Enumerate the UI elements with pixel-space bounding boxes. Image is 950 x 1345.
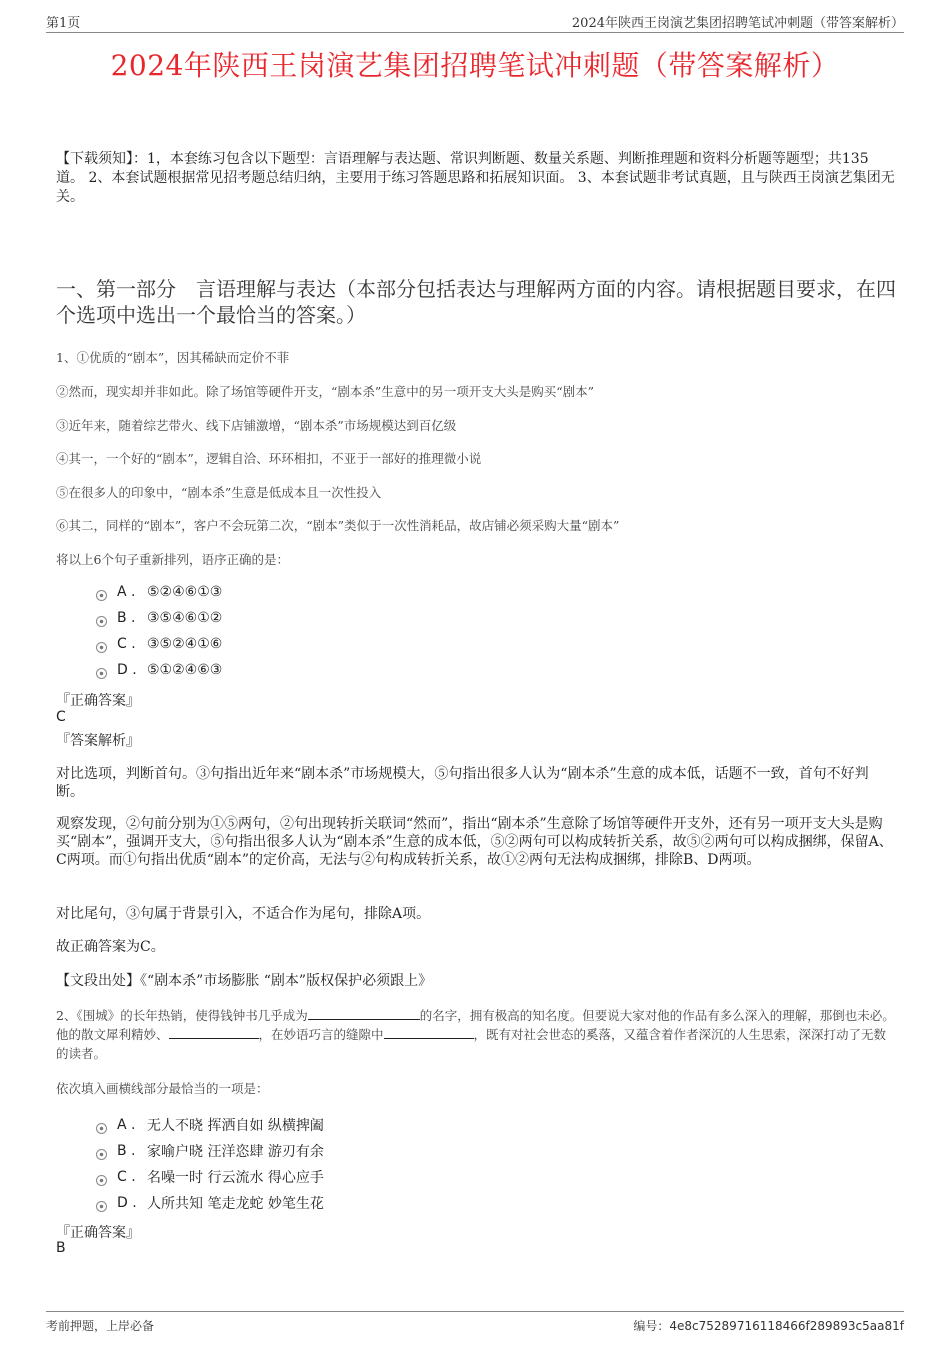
q2-stem: 2、《围城》的长年热销，使得钱钟书几乎成为 的名字，拥有极高的知名度。但要说大家对他的作品有多么深入的理解，那倒也未必。他的散文犀利精妙、 ，在妙语巧言的缝隙中 ，既有对社会世态的奚落，又蕴含着作者深沉的人生思索，深深打动了无数的读者。 xyxy=(56,1008,895,1061)
q1-option-d[interactable]: D . ⑤①②④⑥③ xyxy=(96,662,222,678)
radio-icon[interactable] xyxy=(96,668,107,679)
q1-analysis-label: 『答案解析』 xyxy=(56,733,140,749)
q1-prompt: 将以上6个句子重新排列，语序正确的是： xyxy=(56,552,289,567)
q1-line-6: ⑥其二，同样的“剧本”，客户不会玩第二次，“剧本”类似于一次性消耗品，故店铺必须采购大量“剧本” xyxy=(56,518,620,533)
page-title: 2024年陕西王岗演艺集团招聘笔试冲刺题（带答案解析） xyxy=(110,49,840,82)
q2-answer-label: 『正确答案』 xyxy=(56,1225,140,1241)
q1-line-1: 1、①优质的“剧本”，因其稀缺而定价不菲 xyxy=(56,350,290,365)
radio-icon[interactable] xyxy=(96,1123,107,1134)
radio-icon[interactable] xyxy=(96,590,107,601)
q1-option-a[interactable]: A . ⑤②④⑥①③ xyxy=(96,584,222,600)
q1-source: 【文段出处】《“剧本杀”市场膨胀 “剧本”版权保护必须跟上》 xyxy=(56,973,433,989)
section-title: 一、第一部分 言语理解与表达（本部分包括表达与理解两方面的内容。请根据题目要求，在四个选项中选出一个最恰当的答案。） xyxy=(56,277,896,327)
q2-option-d[interactable]: D . 人所共知 笔走龙蛇 妙笔生花 xyxy=(96,1193,324,1213)
q1-line-3: ③近年来，随着综艺带火、线下店铺激增，“剧本杀”市场规模达到百亿级 xyxy=(56,418,457,433)
q1-line-5: ⑤在很多人的印象中，“剧本杀”生意是低成本且一次性投入 xyxy=(56,485,382,500)
footer-doc-id: 编号：4e8c75289716118466f289893c5aa81f xyxy=(633,1319,904,1333)
q1-analysis-4: 故正确答案为C。 xyxy=(56,939,165,955)
page-footer xyxy=(46,1311,904,1333)
blank-1 xyxy=(308,1007,420,1020)
q1-line-4: ④其一，一个好的“剧本”，逻辑自洽、环环相扣，不亚于一部好的推理微小说 xyxy=(56,451,482,466)
q1-answer-label: 『正确答案』 xyxy=(56,693,140,709)
download-notice: 【下载须知】：1，本套练习包含以下题型：言语理解与表达题、常识判断题、数量关系题、判断推理题和资料分析题等题型；共135道。 2、本套试题根据常见招考题总结归纳，主要用于练习答题思路和拓展知识面。 3、本套试题非考试真题，且与陕西王岗演艺集团无关。 xyxy=(56,151,895,205)
q1-option-c[interactable]: C . ③⑤②④①⑥ xyxy=(96,636,222,652)
q1-analysis-3: 对比尾句，③句属于背景引入，不适合作为尾句，排除A项。 xyxy=(56,906,431,922)
blank-2 xyxy=(169,1026,259,1039)
q2-option-a[interactable]: A . 无人不晓 挥洒自如 纵横捭阖 xyxy=(96,1115,324,1135)
radio-icon[interactable] xyxy=(96,642,107,653)
radio-icon[interactable] xyxy=(96,1149,107,1160)
radio-icon[interactable] xyxy=(96,1201,107,1212)
q1-option-b[interactable]: B . ③⑤④⑥①② xyxy=(96,610,222,626)
q2-option-b[interactable]: B . 家喻户晓 汪洋恣肆 游刃有余 xyxy=(96,1141,324,1161)
radio-icon[interactable] xyxy=(96,616,107,627)
q1-analysis-2: 观察发现，②句前分别为①⑤两句，②句出现转折关联词“然而”，指出“剧本杀”生意除了场馆等硬件开支外，还有另一项开支大头是购买“剧本”，强调开支大，⑤句指出很多人认为“剧本杀”生意的成本低，⑤②两句可以构成转折关系，故⑤②两句可以构成捆绑，保留A、C两项。而①句指出优质“剧本”的定价高，无法与②句构成转折关系，故①②两句无法构成捆绑，排除B、D两项。 xyxy=(56,816,893,868)
radio-icon[interactable] xyxy=(96,1175,107,1186)
page-header xyxy=(46,12,904,33)
q2-prompt: 依次填入画横线部分最恰当的一项是： xyxy=(56,1081,269,1096)
page-number: 第1页 xyxy=(46,16,81,31)
q1-analysis-1: 对比选项，判断首句。③句指出近年来“剧本杀”市场规模大，⑤句指出很多人认为“剧本杀”生意的成本低，话题不一致，首句不好判断。 xyxy=(56,766,869,800)
q2-answer: B xyxy=(56,1240,66,1256)
q1-answer: C xyxy=(56,709,66,725)
blank-3 xyxy=(384,1026,474,1039)
q1-line-2: ②然而，现实却并非如此。除了场馆等硬件开支，“剧本杀”生意中的另一项开支大头是购买“剧本” xyxy=(56,384,595,399)
q2-option-c[interactable]: C . 名噪一时 行云流水 得心应手 xyxy=(96,1167,324,1187)
footer-slogan: 考前押题，上岸必备 xyxy=(46,1319,155,1333)
header-doc-title: 2024年陕西王岗演艺集团招聘笔试冲刺题（带答案解析） xyxy=(571,16,904,31)
